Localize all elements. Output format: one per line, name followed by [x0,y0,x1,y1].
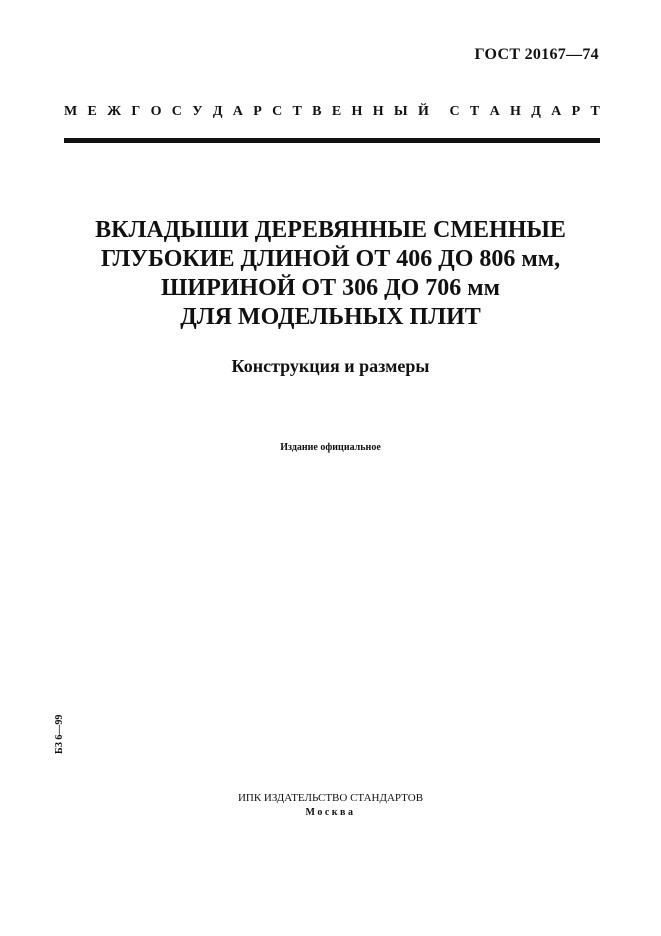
document-title [0,216,661,332]
standard-letter: М [64,104,78,119]
standard-letter: Р [571,104,581,119]
margin-code: БЗ 6—99 [54,714,65,754]
standard-letter: Т [469,104,480,119]
standard-letter: А [551,104,562,119]
standard-letter: Н [510,104,521,119]
gost-number: ГОСТ 20167—74 [474,46,599,63]
standard-letter: Т [590,104,600,119]
standard-letter: Д [531,104,541,119]
publisher-name: ИПК ИЗДАТЕЛЬСТВО СТАНДАРТОВ [237,792,424,804]
standard-letter: А [232,104,243,119]
edition-note: Издание официальное [280,442,381,453]
standard-letter: С [272,104,283,119]
standard-letter: Д [212,104,223,119]
standard-letter: В [312,104,322,119]
title-line: ШИРИНОЙ ОТ 306 ДО 706 мм [161,275,500,301]
standard-letter: У [192,104,203,119]
standard-letter: Р [253,104,262,119]
publisher-city: Москва [305,807,356,818]
standard-letter: Е [87,104,97,119]
standard-letter: Т [292,104,302,119]
standard-letter: С [171,104,182,119]
standard-letter: О [150,104,162,119]
standard-type-heading [64,104,600,120]
standard-letter: Н [372,104,384,119]
standard-letter: Ж [107,104,122,119]
standard-letter: А [489,104,500,119]
standard-letter: Ы [393,104,408,119]
document-subtitle: Конструкция и размеры [231,356,430,376]
title-line: ВКЛАДЫШИ ДЕРЕВЯННЫЕ СМЕННЫЕ [95,217,566,243]
title-line: ДЛЯ МОДЕЛЬНЫХ ПЛИТ [180,304,481,330]
title-line: ГЛУБОКИЕ ДЛИНОЙ ОТ 406 ДО 806 мм, [100,246,561,272]
heading-divider [64,138,600,143]
standard-letter: Н [351,104,363,119]
standard-letter: С [449,104,460,119]
standard-letter: Й [417,104,429,119]
standard-letter: Г [131,104,141,119]
standard-letter: Е [331,104,342,119]
